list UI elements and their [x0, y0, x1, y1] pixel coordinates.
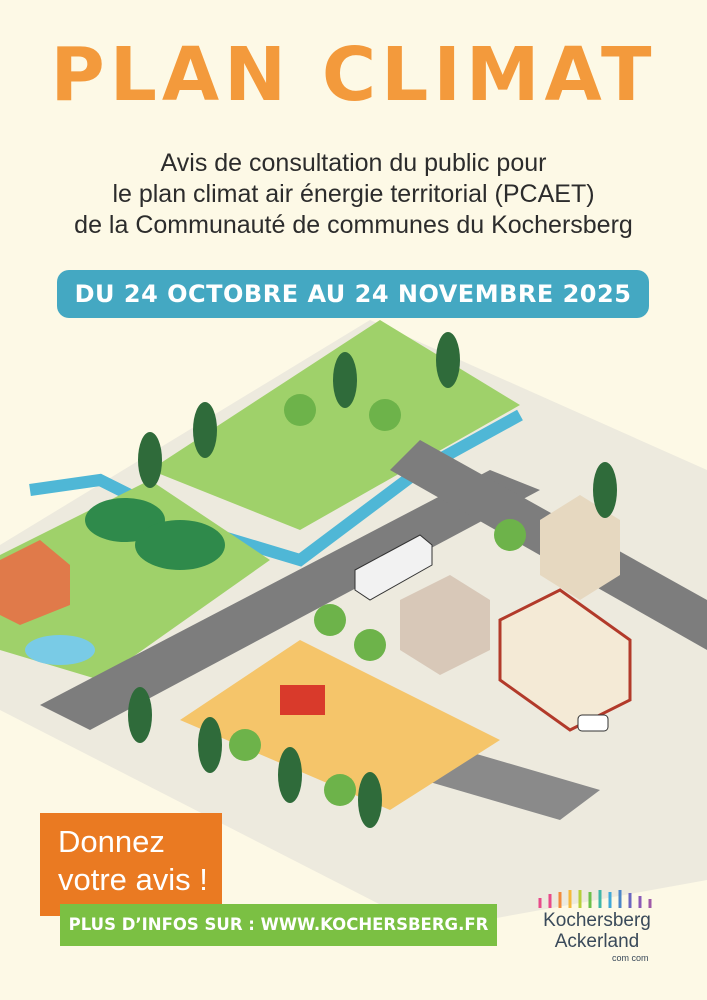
logo-text-kochersberg: Kochersberg	[543, 910, 651, 931]
kochersberg-logo	[522, 888, 672, 968]
subtitle-line-2: le plan climat air énergie territorial (PCAET)	[112, 180, 595, 208]
subtitle-line-3: de la Communauté de communes du Kochersberg	[74, 211, 633, 239]
more-info-link[interactable]: PLUS D’INFOS SUR : WWW.KOCHERSBERG.FR	[60, 904, 497, 946]
biogas-dome	[135, 520, 225, 570]
logo-text-comcom: com com	[612, 953, 649, 963]
cta-line-1: Donnez	[58, 824, 165, 859]
poster-subtitle	[0, 148, 707, 241]
cta-line-2: votre avis !	[58, 862, 208, 897]
pond	[25, 635, 95, 665]
rainbow-bars-icon	[530, 888, 664, 910]
give-opinion-callout	[40, 813, 222, 916]
car	[578, 715, 608, 731]
red-tractor	[280, 685, 325, 715]
logo-text-ackerland: Ackerland	[554, 931, 640, 952]
poster-title: PLAN CLIMAT	[50, 32, 657, 118]
subtitle-line-1: Avis de consultation du public pour	[160, 149, 547, 177]
date-banner: DU 24 OCTOBRE AU 24 NOVEMBRE 2025	[57, 270, 649, 318]
